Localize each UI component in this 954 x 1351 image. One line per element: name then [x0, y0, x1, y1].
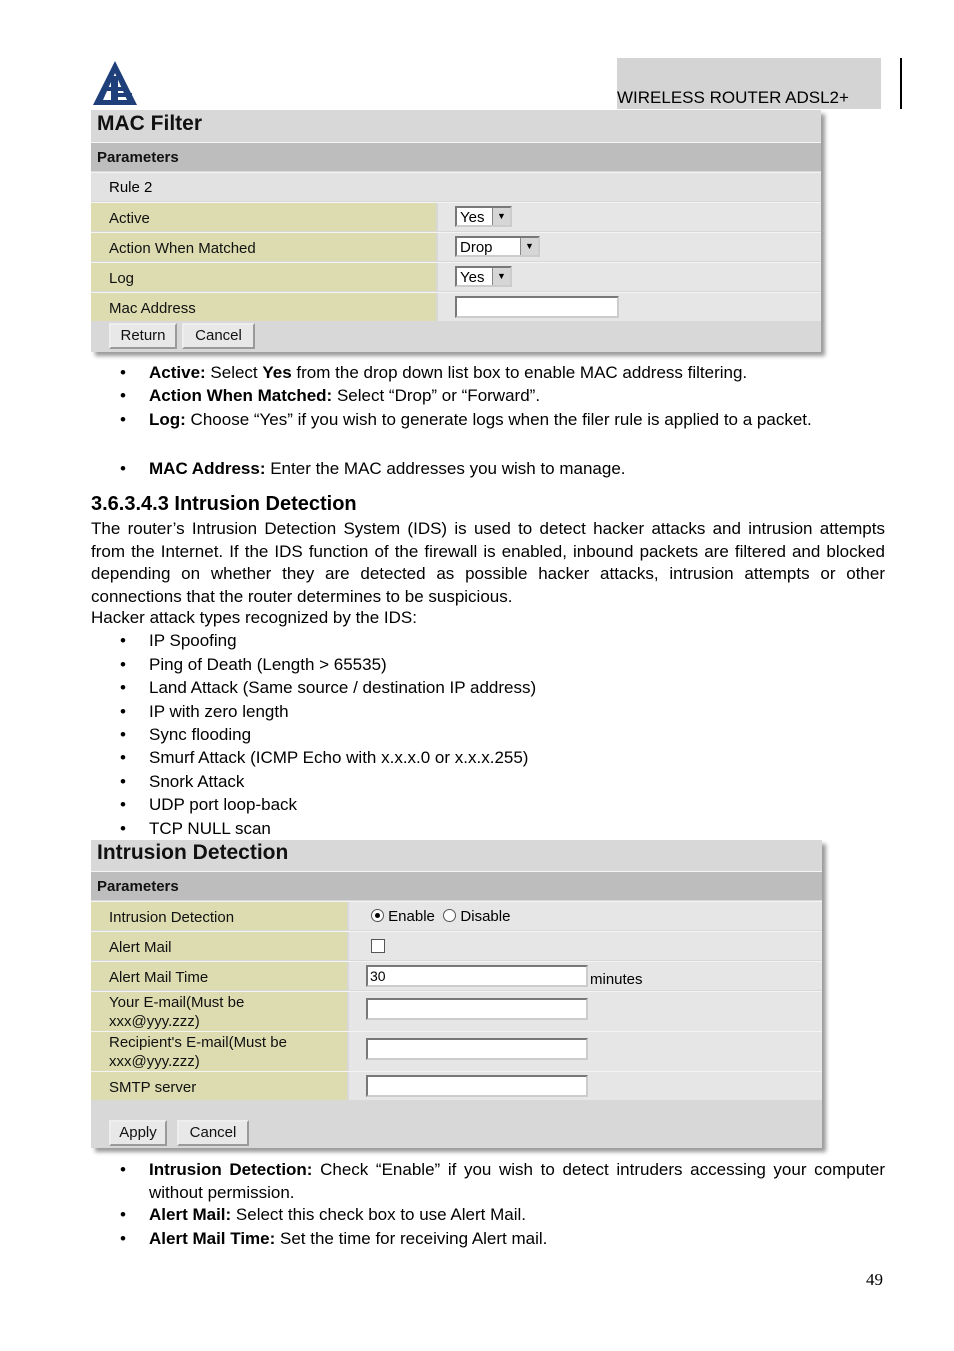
list-item: • Snork Attack — [149, 771, 885, 794]
recipient-email-input[interactable] — [366, 1038, 588, 1060]
ids-row-alert-mail — [91, 931, 822, 960]
enable-label: Enable — [388, 908, 435, 925]
ids-row-detection — [91, 901, 822, 930]
header-divider — [900, 58, 902, 109]
intrusion-detection-panel — [91, 840, 822, 1148]
ids-row-smtp — [91, 1071, 822, 1100]
mac-action-select[interactable]: Drop ▼ — [455, 236, 540, 257]
bullet-alert-mail-time: • Alert Mail Time: Set the time for receiving Alert mail. — [149, 1228, 885, 1251]
bullet-alert-mail: • Alert Mail: Select this check box to use Alert Mail. — [149, 1204, 885, 1227]
mac-row-log — [91, 262, 821, 291]
your-email-input[interactable] — [366, 998, 588, 1020]
mac-cancel-button[interactable]: Cancel — [182, 323, 255, 349]
smtp-server-input[interactable] — [366, 1075, 588, 1097]
list-item: • Smurf Attack (ICMP Echo with x.x.x.0 or x.x.x.255) — [149, 747, 885, 770]
bullet-action-when-matched: • Action When Matched: Select “Drop” or “Forward”. — [149, 385, 885, 408]
mac-rule-label: Rule 2 — [91, 172, 821, 201]
section-heading: 3.6.3.4.3 Intrusion Detection — [91, 493, 357, 515]
disable-radio[interactable] — [443, 909, 456, 922]
mac-active-select[interactable]: Yes ▼ — [455, 206, 512, 227]
section-paragraph: The router’s Intrusion Detection System (IDS) is used to detect hacker attacks and intrusion attempts from the Internet. If the IDS function of the firewall is enabled, inbound packets are filtered and blocked depending on whether they are detected as possible hacker attacks, intrusion attempts or other connections that the router determines to be suspicious. — [91, 519, 885, 606]
smtp-server-label: SMTP server — [91, 1072, 347, 1100]
list-item: • TCP NULL scan — [149, 818, 885, 841]
ids-cancel-button[interactable]: Cancel — [177, 1120, 249, 1146]
chevron-down-icon: ▼ — [520, 238, 538, 255]
enable-radio[interactable] — [371, 909, 384, 922]
mac-log-label: Log — [91, 263, 436, 291]
ids-row-your-email — [91, 991, 822, 1031]
your-email-label: Your E-mail(Must be xxx@yyy.zzz) — [91, 992, 347, 1031]
page-number: 49 — [866, 1270, 883, 1289]
mac-row-active — [91, 202, 821, 231]
list-item: • Ping of Death (Length > 65535) — [149, 654, 885, 677]
apply-button[interactable]: Apply — [109, 1120, 167, 1146]
list-item: • Land Attack (Same source / destination IP address) — [149, 677, 885, 700]
alert-mail-label: Alert Mail — [91, 932, 347, 960]
mac-parameters-header: Parameters — [91, 142, 821, 171]
bullet-active: • Active: Select Yes from the drop down list box to enable MAC address filtering. — [149, 362, 885, 385]
mac-address-input[interactable] — [455, 296, 619, 318]
bullet-log: • Log: Choose “Yes” if you wish to generate logs when the filer rule is applied to a packet. — [149, 409, 885, 432]
recipient-email-label: Recipient's E-mail(Must be xxx@yyy.zzz) — [91, 1032, 347, 1071]
disable-label: Disable — [460, 908, 511, 925]
ids-row-alert-time — [91, 961, 822, 990]
mac-action-label: Action When Matched — [91, 233, 436, 261]
list-item: • IP Spoofing — [149, 630, 885, 653]
mac-active-label: Active — [91, 203, 436, 231]
list-item: • IP with zero length — [149, 701, 885, 724]
alert-mail-time-input[interactable]: 30 — [366, 965, 588, 987]
mac-log-select[interactable]: Yes ▼ — [455, 266, 512, 287]
attack-list-intro: Hacker attack types recognized by the IDS: — [91, 608, 417, 627]
mac-filter-title: MAC Filter — [97, 112, 202, 135]
ids-detection-label: Intrusion Detection — [91, 902, 347, 930]
list-item: • Sync flooding — [149, 724, 885, 747]
minutes-unit-label: minutes — [590, 971, 643, 988]
bullet-intrusion-detection: • Intrusion Detection: Check “Enable” if you wish to detect intruders accessing your computer without permission. — [149, 1159, 885, 1204]
alert-mail-checkbox[interactable] — [371, 939, 385, 953]
company-logo-icon — [92, 60, 138, 106]
mac-filter-panel — [91, 110, 821, 352]
list-item: • UDP port loop-back — [149, 794, 885, 817]
alert-mail-time-label: Alert Mail Time — [91, 962, 347, 990]
document-title: WIRELESS ROUTER ADSL2+ — [617, 88, 849, 107]
intrusion-panel-title: Intrusion Detection — [97, 841, 289, 864]
mac-row-action — [91, 232, 821, 261]
bullet-mac-address: • MAC Address: Enter the MAC addresses you wish to manage. — [149, 458, 885, 481]
return-button[interactable]: Return — [109, 323, 177, 349]
chevron-down-icon: ▼ — [492, 208, 510, 225]
mac-row-address — [91, 292, 821, 321]
ids-parameters-header: Parameters — [91, 871, 822, 900]
ids-row-recipient-email — [91, 1031, 822, 1071]
chevron-down-icon: ▼ — [492, 268, 510, 285]
mac-address-label: Mac Address — [91, 293, 436, 321]
